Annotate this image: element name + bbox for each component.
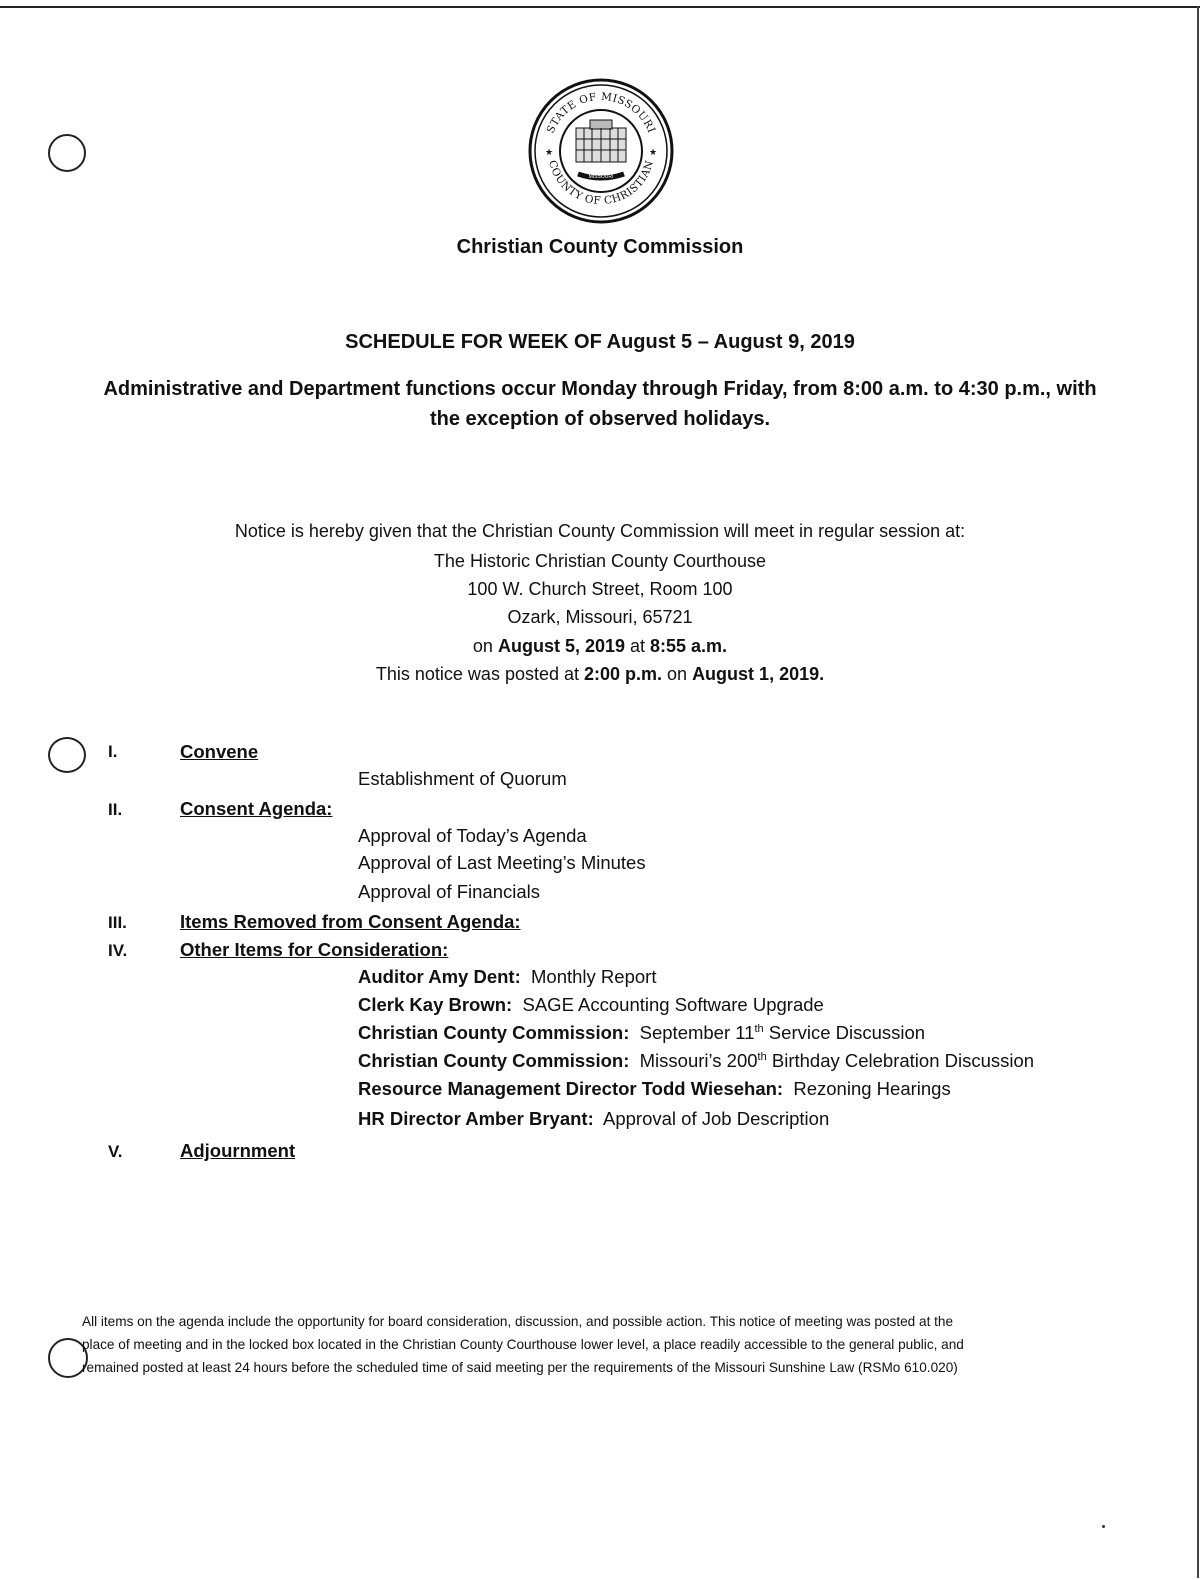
top-border-line: [0, 6, 1200, 8]
agenda-item: Christian County Commission: Missouri’s 200th Birthday Celebration Discussion: [358, 1050, 1035, 1071]
section-numeral: IV.: [108, 941, 128, 960]
agenda-item: Resource Management Director Todd Wiesehan: Rezoning Hearings: [358, 1078, 951, 1099]
section-numeral: V.: [108, 1142, 123, 1161]
venue-street: 100 W. Church Street, Room 100: [467, 579, 733, 599]
commission-title: Christian County Commission: [456, 236, 744, 258]
meeting-datetime: on August 5, 2019 at 8:55 a.m.: [472, 636, 728, 656]
hole-punch-top: [48, 134, 86, 172]
agenda-item: Approval of Financials: [358, 881, 541, 902]
svg-text:STATE OF MISSOURI: STATE OF MISSOURI: [544, 90, 658, 136]
agenda-item: Establishment of Quorum: [358, 768, 567, 789]
agenda-item: Approval of Today’s Agenda: [358, 825, 587, 846]
notice-intro: Notice is hereby given that the Christian County Commission will meet in regular session at:: [234, 521, 966, 541]
venue-city: Ozark, Missouri, 65721: [507, 607, 693, 627]
business-hours-statement: Administrative and Department functions occur Monday through Friday, from 8:00 a.m. to 4:30 p.m., with the exception of observed holidays.: [103, 378, 1097, 430]
svg-text:COUNTY OF CHRISTIAN: COUNTY OF CHRISTIAN: [545, 158, 657, 208]
section-numeral: III.: [108, 913, 127, 932]
agenda-item: Christian County Commission: September 11th Service Discussion: [358, 1022, 926, 1043]
legal-footer: All items on the agenda include the opportunity for board consideration, discussion, and possible action. This notice of meeting was posted at the place of meeting and in the locked box located in the Christian County Courthouse lower level, a place readily accessible to the general public, and remained posted at least 24 hours before the scheduled time of said meeting per the requirements of the Missouri Sunshine Law (RSMo 610.020): [82, 1314, 964, 1375]
agenda-item: Auditor Amy Dent: Monthly Report: [358, 966, 657, 987]
svg-text:★: ★: [649, 147, 658, 157]
svg-text:MISSOURI: MISSOURI: [588, 174, 614, 180]
section-numeral: II.: [108, 800, 123, 819]
posted-statement: This notice was posted at 2:00 p.m. on August 1, 2019.: [375, 664, 825, 684]
agenda-item: HR Director Amber Bryant: Approval of Job Description: [358, 1108, 830, 1129]
venue-name: The Historic Christian County Courthouse: [433, 551, 767, 571]
section-items-removed: Items Removed from Consent Agenda:: [180, 911, 521, 932]
section-adjournment: Adjournment: [180, 1140, 296, 1161]
section-convene: Convene: [180, 741, 259, 762]
scan-speck: [1102, 1525, 1105, 1528]
agenda-item: Clerk Kay Brown: SAGE Accounting Software Upgrade: [358, 994, 824, 1015]
hole-punch-middle: [48, 737, 86, 773]
section-other-items: Other Items for Consideration:: [180, 939, 449, 960]
section-consent-agenda: Consent Agenda:: [180, 798, 333, 819]
agenda-item: Approval of Last Meeting’s Minutes: [358, 852, 646, 873]
svg-text:★: ★: [545, 147, 554, 157]
section-numeral: I.: [108, 742, 118, 761]
schedule-week-heading: SCHEDULE FOR WEEK OF August 5 – August 9, 2019: [345, 331, 855, 353]
county-seal-logo: [528, 78, 674, 224]
